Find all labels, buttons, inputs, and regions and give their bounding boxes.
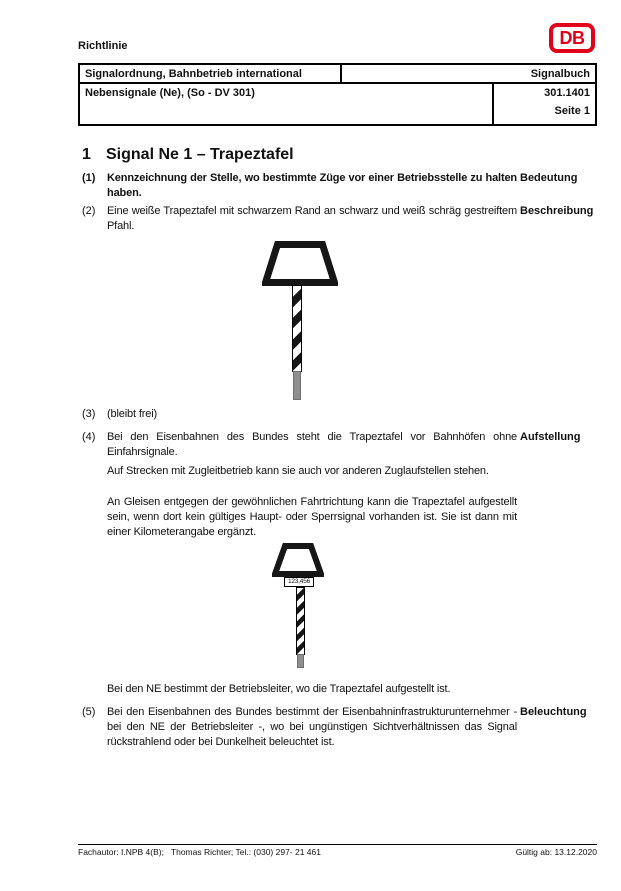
paragraph-2 xyxy=(82,204,597,234)
footer xyxy=(78,844,597,857)
paragraph-number: (2) xyxy=(82,205,96,217)
margin-keyword: Aufstellung xyxy=(520,431,581,443)
paragraph-3 xyxy=(82,407,597,422)
striped-pole xyxy=(292,285,302,372)
footer-valid-from: Gültig ab: 13.12.2020 xyxy=(515,847,597,857)
trapezoid-sign-small xyxy=(272,543,324,577)
paragraph-5 xyxy=(82,705,597,750)
paragraph-text: Eine weiße Trapeztafel mit schwarzem Rand an schwarz und weiß schräg gestreiftem Pfahl. xyxy=(107,205,517,232)
footer-author: Fachautor: I.NPB 4(B); Thomas Richter; Tel.: (030) 297- 21 461 xyxy=(78,847,321,857)
header-table xyxy=(78,63,597,126)
kilometer-label: 123,456 xyxy=(287,578,311,585)
margin-keyword: Beschreibung xyxy=(520,205,594,217)
paragraph-4d xyxy=(82,682,597,697)
paragraph-text: Bei den Eisenbahnen des Bundes bestimmt der Eisenbahninfrastrukturunternehmer - bei den NE der Betriebsleiter -, wo bei ungünstigen Sichtverhältnissen das Signal rückstrahlend oder bei Dunkelheit beleuchtet ist. xyxy=(107,706,517,748)
paragraph-text: (bleibt frei) xyxy=(107,408,158,420)
ground-stake-small xyxy=(297,654,304,668)
paragraph-number: (1) xyxy=(82,172,96,184)
paragraph-text: Bei den NE bestimmt der Betriebsleiter, wo die Trapeztafel aufgestellt ist. xyxy=(107,683,451,695)
db-logo-text: DB xyxy=(559,27,585,48)
header-table-row1 xyxy=(80,65,595,84)
paragraph-number: (5) xyxy=(82,706,96,718)
paragraph-4c xyxy=(82,495,597,540)
trapezoid-sign xyxy=(262,241,338,286)
page-number: Seite 1 xyxy=(554,105,590,117)
paragraph-text: Bei den Eisenbahnen des Bundes steht die Trapeztafel vor Bahnhöfen ohne Einfahrsignale. xyxy=(107,431,517,458)
header-cell-subject: Signalordnung, Bahnbetrieb international xyxy=(80,65,342,82)
paragraph-4b xyxy=(82,464,597,479)
paragraph-text: Auf Strecken mit Zugleitbetrieb kann sie auch vor anderen Zuglaufstellen stehen. xyxy=(107,465,489,477)
ground-stake xyxy=(293,371,301,400)
paragraph-4 xyxy=(82,430,597,460)
section-title xyxy=(82,146,294,164)
db-logo xyxy=(549,23,595,53)
paragraph-number: (4) xyxy=(82,431,96,443)
kicker: Richtlinie xyxy=(78,40,128,52)
kilometer-plate xyxy=(284,577,314,587)
margin-keyword: Beleuchtung xyxy=(520,706,587,718)
header-cell-docnumber xyxy=(492,84,595,124)
header-table-row2 xyxy=(80,84,595,124)
paragraph-number: (3) xyxy=(82,408,96,420)
doc-number: 301.1401 xyxy=(544,87,590,99)
section-title-text: Signal Ne 1 – Trapeztafel xyxy=(106,146,294,163)
paragraph-text: Kennzeichnung der Stelle, wo bestimmte Züge vor einer Betriebsstelle zu halten haben. xyxy=(107,172,517,199)
striped-pole-small xyxy=(296,587,305,655)
section-number: 1 xyxy=(82,146,91,163)
margin-keyword: Bedeutung xyxy=(520,172,578,184)
header-cell-chapter: Nebensignale (Ne), (So - DV 301) xyxy=(85,87,255,99)
header-cell-book: Signalbuch xyxy=(530,68,590,80)
paragraph-1 xyxy=(82,171,597,201)
paragraph-text: An Gleisen entgegen der gewöhnlichen Fahrtrichtung kann die Trapeztafel aufgestellt sein, wenn dort kein gültiges Haupt- oder Sperrsignal vorhanden ist. Sie ist dann mit einer Kilometerangabe ergänzt. xyxy=(107,496,517,538)
